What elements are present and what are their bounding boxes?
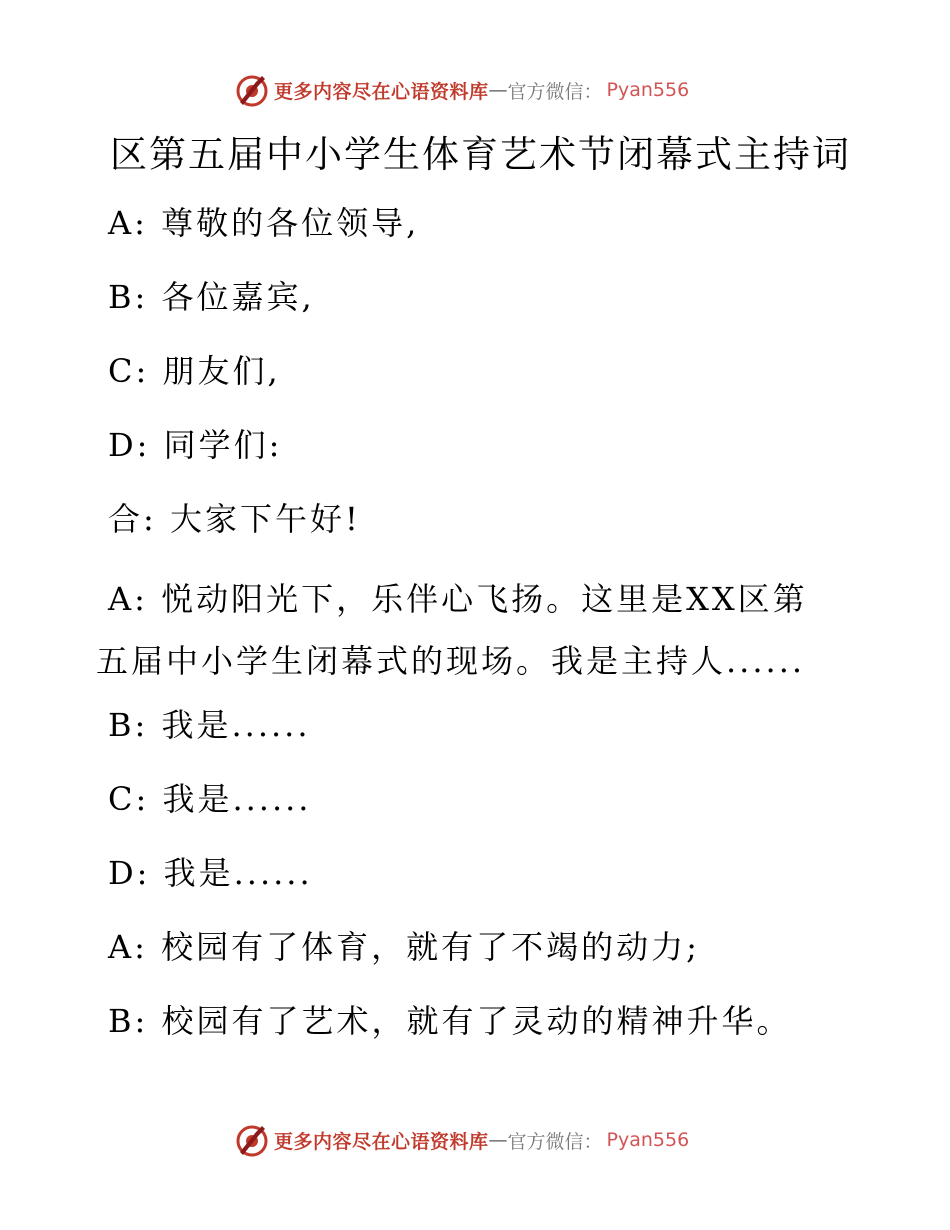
text-line: A: 校园有了体育，就有了不竭的动力; — [108, 928, 700, 966]
pen-logo-icon — [234, 1122, 270, 1158]
banner-text: 更多内容尽在心语资料库 — [274, 80, 489, 103]
text-line: D: 我是...... — [108, 854, 313, 892]
footer-banner — [234, 1120, 689, 1160]
text-line: B: 我是...... — [108, 706, 311, 744]
banner-wechat-id: Pyan556 — [606, 79, 690, 101]
banner-separator: — — [488, 1129, 508, 1151]
banner-text: 更多内容尽在心语资料库 — [274, 1130, 489, 1153]
text-paragraph: A: 悦动阳光下，乐伴心飞扬。这里是XX区第五届中小学生闭幕式的现场。我是主持人...... — [96, 580, 808, 680]
text-line: C: 朋友们, — [108, 352, 281, 390]
text-line: D: 同学们: — [108, 426, 283, 464]
text-line: C: 我是...... — [108, 780, 312, 818]
text-line: A: 尊敬的各位领导, — [108, 204, 420, 242]
text-line: B: 各位嘉宾, — [108, 278, 315, 316]
text-line: 合: 大家下午好! — [108, 500, 361, 538]
banner-wechat-label: 官方微信： — [507, 1130, 603, 1153]
document-title: 区第五届中小学生体育艺术节闭幕式主持词 — [110, 133, 851, 176]
pen-logo-icon — [234, 72, 270, 108]
banner-separator: — — [488, 79, 508, 101]
banner-wechat-label: 官方微信： — [507, 80, 603, 103]
text-line: B: 校园有了艺术，就有了灵动的精神升华。 — [108, 1002, 792, 1040]
banner-wechat-id: Pyan556 — [606, 1129, 690, 1151]
header-banner — [234, 70, 689, 110]
